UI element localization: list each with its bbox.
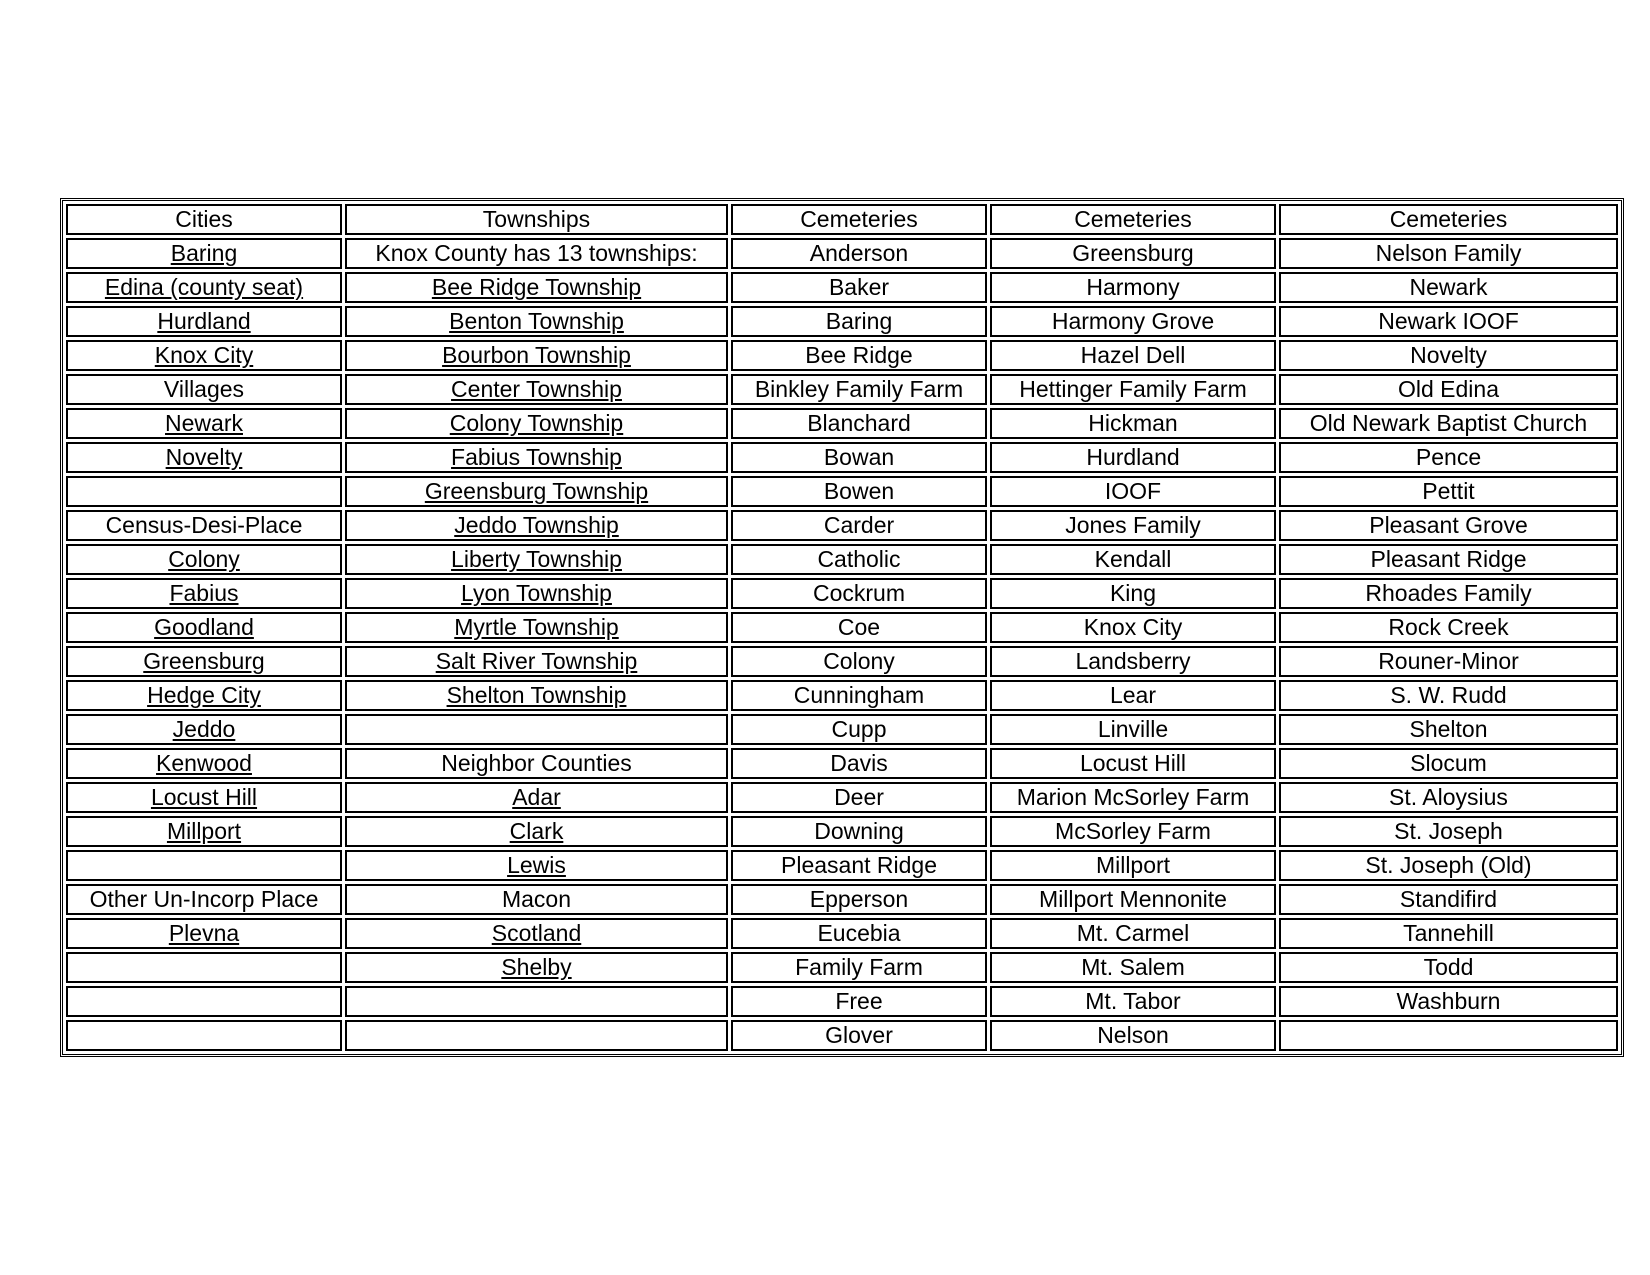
city-cell xyxy=(66,238,342,269)
township-cell xyxy=(345,1020,728,1051)
table-row xyxy=(66,1020,1618,1051)
cemetery-cell: Rouner-Minor xyxy=(1279,646,1618,677)
table-row xyxy=(66,680,1618,711)
cemetery-cell: Standifird xyxy=(1279,884,1618,915)
cemetery-cell: Bee Ridge xyxy=(731,340,987,371)
table-row xyxy=(66,510,1618,541)
table-row xyxy=(66,238,1618,269)
header-townships: Townships xyxy=(345,204,728,235)
cemetery-cell: Baker xyxy=(731,272,987,303)
township-cell xyxy=(345,544,728,575)
header-row xyxy=(66,204,1618,235)
city-cell xyxy=(66,680,342,711)
table-row xyxy=(66,986,1618,1017)
city-cell xyxy=(66,578,342,609)
township-link[interactable]: Lyon Township xyxy=(461,580,612,606)
city-link[interactable]: Kenwood xyxy=(156,750,252,776)
city-cell xyxy=(66,476,342,507)
city-link[interactable]: Hurdland xyxy=(157,308,251,334)
cemetery-cell: S. W. Rudd xyxy=(1279,680,1618,711)
city-link[interactable]: Baring xyxy=(170,240,238,266)
township-cell: Neighbor Counties xyxy=(345,748,728,779)
cemetery-cell: Novelty xyxy=(1279,340,1618,371)
cemetery-cell: Millport Mennonite xyxy=(990,884,1276,915)
cemetery-cell: Coe xyxy=(731,612,987,643)
township-link[interactable]: Shelby xyxy=(501,954,572,980)
cemetery-cell: Colony xyxy=(731,646,987,677)
cemetery-cell: IOOF xyxy=(990,476,1276,507)
header-cemeteries-2: Cemeteries xyxy=(990,204,1276,235)
cemetery-cell: Kendall xyxy=(990,544,1276,575)
cemetery-cell: Bowen xyxy=(731,476,987,507)
township-link[interactable]: Center Township xyxy=(451,376,622,402)
township-cell xyxy=(345,442,728,473)
city-cell xyxy=(66,714,342,745)
table-row xyxy=(66,442,1618,473)
cemetery-cell: Downing xyxy=(731,816,987,847)
cemetery-cell: Locust Hill xyxy=(990,748,1276,779)
township-cell xyxy=(345,850,728,881)
cemetery-cell: Millport xyxy=(990,850,1276,881)
township-cell xyxy=(345,340,728,371)
table-row xyxy=(66,884,1618,915)
township-link[interactable]: Shelton Township xyxy=(446,682,627,708)
table-row xyxy=(66,272,1618,303)
township-link[interactable]: Liberty Township xyxy=(451,546,622,572)
table-row xyxy=(66,544,1618,575)
city-link[interactable]: Hedge City xyxy=(147,682,261,708)
table-row xyxy=(66,646,1618,677)
table-row xyxy=(66,748,1618,779)
city-cell xyxy=(66,340,342,371)
cemetery-cell: Harmony Grove xyxy=(990,306,1276,337)
cemetery-cell: Free xyxy=(731,986,987,1017)
township-cell xyxy=(345,816,728,847)
township-link[interactable]: Fabius Township xyxy=(451,444,622,470)
cemetery-cell: Bowan xyxy=(731,442,987,473)
table-row xyxy=(66,850,1618,881)
table-body xyxy=(66,238,1618,1051)
cemetery-cell: Pence xyxy=(1279,442,1618,473)
city-link[interactable]: Novelty xyxy=(165,444,243,470)
cemetery-cell: Glover xyxy=(731,1020,987,1051)
cemetery-cell: Pettit xyxy=(1279,476,1618,507)
city-link[interactable]: Plevna xyxy=(168,920,240,946)
table-row xyxy=(66,408,1618,439)
cemetery-cell: Pleasant Grove xyxy=(1279,510,1618,541)
cemetery-cell: Old Edina xyxy=(1279,374,1618,405)
cemetery-cell: Deer xyxy=(731,782,987,813)
cemetery-cell: Knox City xyxy=(990,612,1276,643)
city-cell xyxy=(66,918,342,949)
cemetery-cell: Catholic xyxy=(731,544,987,575)
city-cell xyxy=(66,544,342,575)
city-cell xyxy=(66,1020,342,1051)
cemetery-cell: Slocum xyxy=(1279,748,1618,779)
township-link[interactable]: Adar xyxy=(512,784,561,810)
cemetery-cell: Pleasant Ridge xyxy=(731,850,987,881)
township-cell xyxy=(345,952,728,983)
city-cell xyxy=(66,408,342,439)
city-cell xyxy=(66,646,342,677)
table-row xyxy=(66,714,1618,745)
cemetery-cell: Mt. Carmel xyxy=(990,918,1276,949)
township-cell xyxy=(345,714,728,745)
cemetery-cell: Rhoades Family xyxy=(1279,578,1618,609)
city-cell xyxy=(66,952,342,983)
township-cell xyxy=(345,510,728,541)
cemetery-cell: Mt. Salem xyxy=(990,952,1276,983)
cemetery-cell: Hazel Dell xyxy=(990,340,1276,371)
township-cell xyxy=(345,476,728,507)
cemetery-cell: Hurdland xyxy=(990,442,1276,473)
township-cell xyxy=(345,680,728,711)
city-link[interactable]: Fabius xyxy=(169,580,239,606)
cemetery-cell: Anderson xyxy=(731,238,987,269)
table-row xyxy=(66,578,1618,609)
township-link[interactable]: Salt River Township xyxy=(435,648,638,674)
township-link[interactable]: Greensburg Township xyxy=(424,478,649,504)
city-cell: Villages xyxy=(66,374,342,405)
cemetery-cell: Cupp xyxy=(731,714,987,745)
header-cities: Cities xyxy=(66,204,342,235)
cemetery-cell: Pleasant Ridge xyxy=(1279,544,1618,575)
city-link[interactable]: Knox City xyxy=(154,342,254,368)
city-link[interactable]: Jeddo xyxy=(172,716,236,742)
cemetery-cell: Old Newark Baptist Church xyxy=(1279,408,1618,439)
city-cell xyxy=(66,612,342,643)
city-link[interactable]: Goodland xyxy=(154,614,254,640)
township-cell xyxy=(345,578,728,609)
cemetery-cell: St. Joseph (Old) xyxy=(1279,850,1618,881)
cemetery-cell: St. Joseph xyxy=(1279,816,1618,847)
cemetery-cell: Harmony xyxy=(990,272,1276,303)
township-link[interactable]: Bee Ridge Township xyxy=(431,274,642,300)
cemetery-cell: Baring xyxy=(731,306,987,337)
city-link[interactable]: Colony xyxy=(168,546,240,572)
cemetery-cell: Rock Creek xyxy=(1279,612,1618,643)
cemetery-cell xyxy=(1279,1020,1618,1051)
township-cell xyxy=(345,306,728,337)
cemetery-cell: Epperson xyxy=(731,884,987,915)
township-cell xyxy=(345,272,728,303)
city-link[interactable]: Newark xyxy=(165,410,243,436)
places-table xyxy=(60,198,1624,1057)
township-link[interactable]: Jeddo Township xyxy=(454,512,619,538)
cemetery-cell: Newark xyxy=(1279,272,1618,303)
header-cemeteries-1: Cemeteries xyxy=(731,204,987,235)
cemetery-cell: Carder xyxy=(731,510,987,541)
cemetery-cell: Eucebia xyxy=(731,918,987,949)
cemetery-cell: Tannehill xyxy=(1279,918,1618,949)
cemetery-cell: Shelton xyxy=(1279,714,1618,745)
township-cell xyxy=(345,986,728,1017)
cemetery-cell: Davis xyxy=(731,748,987,779)
cemetery-cell: St. Aloysius xyxy=(1279,782,1618,813)
city-cell xyxy=(66,850,342,881)
city-cell xyxy=(66,442,342,473)
city-cell xyxy=(66,986,342,1017)
township-cell xyxy=(345,612,728,643)
township-link[interactable]: Bourbon Township xyxy=(442,342,631,368)
table-row xyxy=(66,612,1618,643)
cemetery-cell: Lear xyxy=(990,680,1276,711)
cemetery-cell: McSorley Farm xyxy=(990,816,1276,847)
township-link[interactable]: Lewis xyxy=(507,852,566,878)
township-cell xyxy=(345,408,728,439)
city-cell xyxy=(66,782,342,813)
cemetery-cell: Hettinger Family Farm xyxy=(990,374,1276,405)
city-link[interactable]: Edina (county seat) xyxy=(104,274,304,300)
township-cell xyxy=(345,646,728,677)
table-row xyxy=(66,340,1618,371)
table-row xyxy=(66,782,1618,813)
table-row xyxy=(66,374,1618,405)
township-cell xyxy=(345,918,728,949)
city-cell xyxy=(66,748,342,779)
township-cell xyxy=(345,374,728,405)
cemetery-cell: Hickman xyxy=(990,408,1276,439)
city-cell xyxy=(66,272,342,303)
township-link[interactable]: Scotland xyxy=(491,920,582,946)
city-link[interactable]: Greensburg xyxy=(143,648,265,674)
city-cell xyxy=(66,306,342,337)
cemetery-cell: Mt. Tabor xyxy=(990,986,1276,1017)
township-link[interactable]: Myrtle Township xyxy=(454,614,619,640)
cemetery-cell: Blanchard xyxy=(731,408,987,439)
cemetery-cell: Nelson xyxy=(990,1020,1276,1051)
cemetery-cell: Greensburg xyxy=(990,238,1276,269)
cemetery-cell: Family Farm xyxy=(731,952,987,983)
table-row xyxy=(66,306,1618,337)
table-row xyxy=(66,918,1618,949)
city-cell xyxy=(66,816,342,847)
township-link[interactable]: Clark xyxy=(509,818,564,844)
cemetery-cell: Cockrum xyxy=(731,578,987,609)
city-cell: Census-Desi-Place xyxy=(66,510,342,541)
cemetery-cell: Linville xyxy=(990,714,1276,745)
cemetery-cell: Landsberry xyxy=(990,646,1276,677)
table-row xyxy=(66,476,1618,507)
cemetery-cell: Cunningham xyxy=(731,680,987,711)
cemetery-cell: Washburn xyxy=(1279,986,1618,1017)
cemetery-cell: Todd xyxy=(1279,952,1618,983)
cemetery-cell: Jones Family xyxy=(990,510,1276,541)
city-link[interactable]: Locust Hill xyxy=(150,784,258,810)
township-cell: Knox County has 13 townships: xyxy=(345,238,728,269)
city-link[interactable]: Millport xyxy=(166,818,242,844)
township-link[interactable]: Colony Township xyxy=(449,410,624,436)
city-cell: Other Un-Incorp Place xyxy=(66,884,342,915)
table-row xyxy=(66,816,1618,847)
cemetery-cell: Binkley Family Farm xyxy=(731,374,987,405)
township-cell: Macon xyxy=(345,884,728,915)
cemetery-cell: King xyxy=(990,578,1276,609)
cemetery-cell: Newark IOOF xyxy=(1279,306,1618,337)
cemetery-cell: Nelson Family xyxy=(1279,238,1618,269)
township-cell xyxy=(345,782,728,813)
cemetery-cell: Marion McSorley Farm xyxy=(990,782,1276,813)
township-link[interactable]: Benton Township xyxy=(449,308,624,334)
header-cemeteries-3: Cemeteries xyxy=(1279,204,1618,235)
table-row xyxy=(66,952,1618,983)
